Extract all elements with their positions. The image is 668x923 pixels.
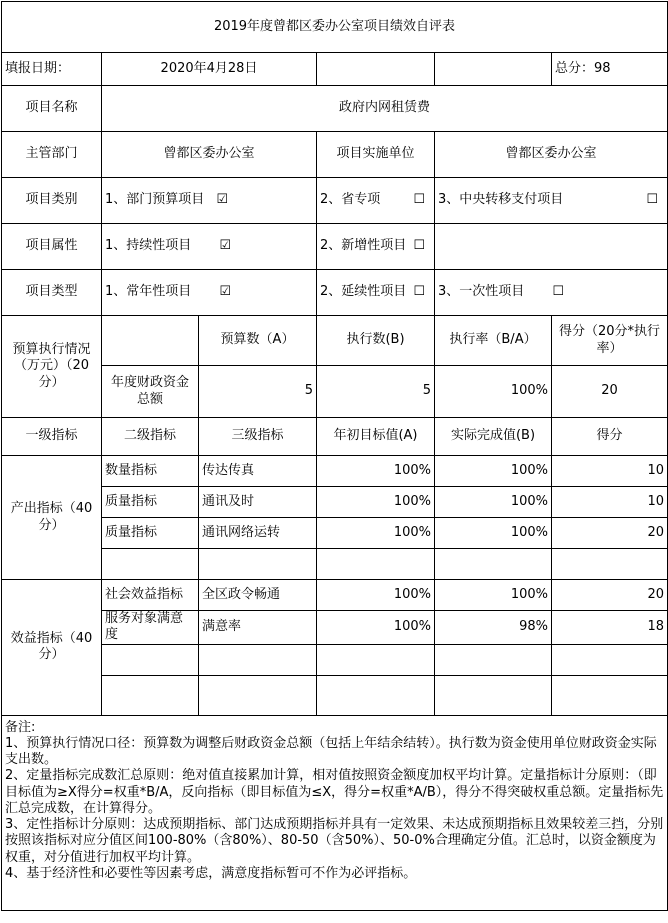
output-row-actual: 100% (435, 487, 552, 518)
empty-cell (435, 644, 552, 675)
empty-cell (552, 675, 668, 715)
category-label: 项目类别 (2, 178, 102, 224)
output-row-target: 100% (317, 487, 435, 518)
empty-cell (317, 644, 435, 675)
empty-cell (435, 224, 668, 270)
benefit-row-l3: 全区政令畅通 (199, 580, 317, 611)
checkbox-checked-icon[interactable]: ☑ (219, 284, 232, 300)
empty-cell (317, 675, 435, 715)
col-budget-score: 得分（20分*执行率） (552, 316, 668, 366)
impl-unit-value: 曾都区委办公室 (435, 132, 668, 178)
project-name-label: 项目名称 (2, 86, 102, 132)
output-row-score: 20 (552, 518, 668, 549)
report-date-value: 2020年4月28日 (102, 53, 317, 86)
empty-cell (102, 549, 199, 580)
note-item: 2、定量指标完成数汇总原则：绝对值直接累加计算，相对值按照资金额度加权平均计算。定量指标计分原则：（即目标值为≥X得分=权重*B/A，反向指标（即目标值为≤X，得分=权重*A/B），得分不得突破权重总额。定量指标先汇总完成数，在计算得分。 (5, 768, 664, 816)
category-option-1-text: 1、部门预算项目 (105, 192, 205, 208)
checkbox-unchecked-icon[interactable]: ☐ (413, 284, 425, 300)
output-row-l3: 传达传真 (199, 456, 317, 487)
empty-cell (435, 675, 552, 715)
attribute-label: 项目属性 (2, 224, 102, 270)
benefit-row-l3: 满意率 (199, 611, 317, 645)
output-row-actual: 100% (435, 456, 552, 487)
benefit-row-actual: 100% (435, 580, 552, 611)
ptype-option-1 (102, 270, 317, 316)
output-indicator-label: 产出指标（40分） (2, 456, 102, 580)
note-item: 4、基于经济性和必要性等因素考虑，满意度指标暂可不作为必评指标。 (5, 865, 417, 881)
category-option-1 (102, 178, 317, 224)
empty-cell (435, 53, 552, 86)
ptype-option-2 (317, 270, 435, 316)
category-option-3 (435, 178, 668, 224)
header-actual: 实际完成值(B) (435, 418, 552, 456)
report-date-label: 填报日期： (2, 53, 102, 86)
benefit-row-l2: 社会效益指标 (102, 580, 199, 611)
ptype-option-3-text: 3、一次性项目 (438, 284, 525, 300)
header-score: 得分 (552, 418, 668, 456)
total-score: 总分：98 (552, 53, 668, 86)
benefit-indicator-label: 效益指标（40分） (2, 580, 102, 716)
attribute-option-1-text: 1、持续性项目 (105, 238, 192, 254)
attribute-option-2 (317, 224, 435, 270)
empty-cell (435, 549, 552, 580)
notes-heading: 备注: (5, 719, 36, 735)
output-row-score: 10 (552, 456, 668, 487)
output-row-actual: 100% (435, 518, 552, 549)
output-row-l3: 通讯及时 (199, 487, 317, 518)
header-level3: 三级指标 (199, 418, 317, 456)
empty-cell (317, 549, 435, 580)
benefit-row-actual: 98% (435, 611, 552, 645)
benefit-row-target: 100% (317, 580, 435, 611)
col-budget-amount: 预算数（A） (199, 316, 317, 366)
dept-value: 曾都区委办公室 (102, 132, 317, 178)
notes-block (2, 715, 668, 910)
benefit-row-l2: 服务对象满意度 (102, 611, 199, 645)
sheet-title: 2019年度曾都区委办公室项目绩效自评表 (2, 2, 668, 53)
checkbox-unchecked-icon[interactable]: ☐ (413, 238, 425, 254)
header-level2: 二级指标 (102, 418, 199, 456)
col-exec-amount: 执行数(B) (317, 316, 435, 366)
category-option-2-text: 2、省专项 (320, 192, 381, 208)
budget-score-value: 20 (552, 366, 668, 418)
ptype-option-3 (435, 270, 668, 316)
budget-label: 预算执行情况（万元）（20分） (2, 316, 102, 418)
empty-cell (317, 53, 435, 86)
impl-unit-label: 项目实施单位 (317, 132, 435, 178)
project-name-value: 政府内网租赁费 (102, 86, 668, 132)
checkbox-unchecked-icon[interactable]: ☐ (646, 192, 659, 208)
header-level1: 一级指标 (2, 418, 102, 456)
col-exec-rate: 执行率（B/A） (435, 316, 552, 366)
category-option-3-text: 3、中央转移支付项目 (438, 192, 564, 208)
empty-cell (102, 675, 199, 715)
benefit-row-target: 100% (317, 611, 435, 645)
attribute-option-1 (102, 224, 317, 270)
checkbox-unchecked-icon[interactable]: ☐ (552, 284, 565, 300)
output-row-l2: 质量指标 (102, 487, 199, 518)
output-row-target: 100% (317, 518, 435, 549)
empty-cell (102, 644, 199, 675)
header-target: 年初目标值(A) (317, 418, 435, 456)
dept-label: 主管部门 (2, 132, 102, 178)
output-row-l3: 通讯网络运转 (199, 518, 317, 549)
ptype-option-2-text: 2、延续性项目 (320, 284, 407, 300)
checkbox-checked-icon[interactable]: ☑ (216, 192, 229, 208)
note-item: 1、预算执行情况口径：预算数为调整后财政资金总额（包括上年结余结转）。执行数为资金使用单位财政资金实际支出数。 (5, 735, 657, 767)
evaluation-table (1, 1, 668, 911)
checkbox-checked-icon[interactable]: ☑ (219, 238, 232, 254)
empty-cell (199, 549, 317, 580)
ptype-label: 项目类型 (2, 270, 102, 316)
output-row-score: 10 (552, 487, 668, 518)
benefit-row-score: 18 (552, 611, 668, 645)
empty-cell (552, 549, 668, 580)
attribute-option-2-text: 2、新增性项目 (320, 238, 407, 254)
exec-value: 5 (317, 366, 435, 418)
output-row-target: 100% (317, 456, 435, 487)
checkbox-unchecked-icon[interactable]: ☐ (413, 192, 425, 208)
ptype-option-1-text: 1、常年性项目 (105, 284, 192, 300)
empty-cell (199, 675, 317, 715)
output-row-l2: 数量指标 (102, 456, 199, 487)
output-row-l2: 质量指标 (102, 518, 199, 549)
rate-value: 100% (435, 366, 552, 418)
category-option-2 (317, 178, 435, 224)
empty-cell (102, 316, 199, 366)
empty-cell (552, 644, 668, 675)
empty-cell (199, 644, 317, 675)
annual-fund-label: 年度财政资金总额 (102, 366, 199, 418)
note-item: 3、定性指标计分原则：达成预期指标、部门达成预期指标并具有一定效果、未达成预期指标且效果较差三挡，分别按照该指标对应分值区间100-80%（含80%）、80-50（含50%）、50-0%合理确定分值。汇总时，以资金额度为权重，对分值进行加权平均计算。 (5, 817, 664, 865)
benefit-row-score: 20 (552, 580, 668, 611)
budget-value: 5 (199, 366, 317, 418)
